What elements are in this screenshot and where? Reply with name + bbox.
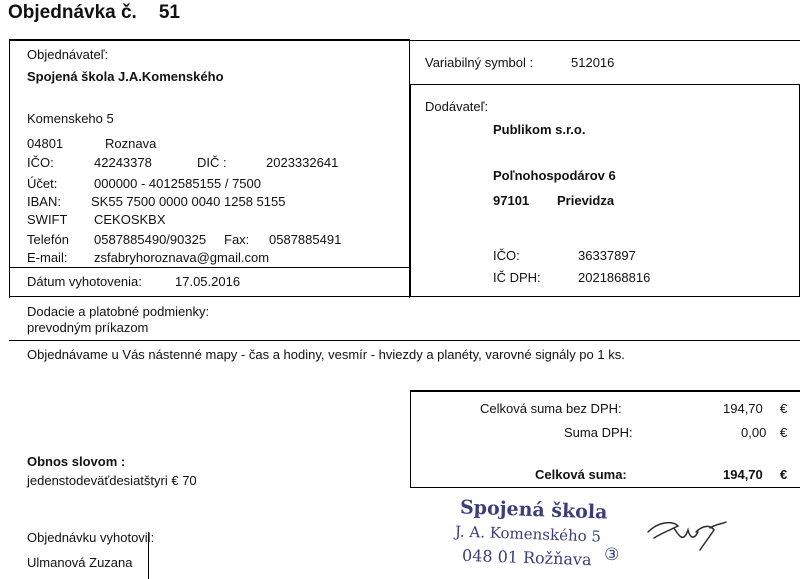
totals-left	[410, 390, 411, 488]
buyer-email: zsfabryhoroznava@gmail.com	[94, 250, 270, 265]
vat-currency: €	[780, 425, 788, 440]
datum-top	[9, 267, 409, 268]
supplier-icdph: 2021868816	[578, 270, 651, 285]
buyer-fax: 0587885491	[269, 232, 342, 247]
title-label: Objednávka č.	[8, 2, 137, 23]
buyer-ico: 42243378	[94, 155, 152, 170]
buyer-email-label: E-mail:	[27, 250, 68, 265]
buyer-dic: 2023332641	[266, 155, 339, 170]
supplier-street: Poľnohospodárov 6	[493, 168, 616, 183]
signature-image	[640, 512, 730, 552]
total-currency: €	[780, 467, 788, 482]
supplier-name: Publikom s.r.o.	[493, 122, 586, 137]
order-number: 51	[158, 2, 180, 23]
supplier-bottom	[409, 296, 800, 297]
supplier-left	[409, 85, 411, 297]
supplier-icdph-label: IČ DPH:	[493, 270, 541, 285]
datum-bottom	[9, 296, 409, 297]
buyer-iban: SK55 7500 0000 0040 1258 5155	[91, 194, 286, 209]
buyer-dic-label: DIČ :	[197, 155, 227, 170]
words-value: jedenstodeväťdesiatštyri € 70	[27, 473, 197, 488]
issued-label: Objednávku vyhotovil:	[27, 530, 155, 545]
buyer-phone: 0587885490/90325	[94, 232, 207, 247]
buyer-phone-label: Telefón	[27, 232, 69, 247]
datum-value: 17.05.2016	[175, 274, 241, 289]
words-label: Obnos slovom :	[27, 454, 126, 469]
terms-label: Dodacie a platobné podmienky:	[27, 304, 210, 319]
buyer-ucet-label: Účet:	[27, 176, 58, 191]
document-title	[8, 2, 180, 24]
terms-value: prevodným príkazom	[27, 320, 149, 335]
buyer-swift: CEKOSKBX	[94, 212, 166, 227]
buyer-street: Komenskeho 5	[27, 111, 114, 126]
buyer-zip: 04801	[27, 136, 64, 151]
supplier-ico: 36337897	[578, 248, 636, 263]
frame-top-left	[9, 39, 409, 41]
varsym-bottom	[409, 84, 800, 85]
buyer-name: Spojená škola J.A.Komenského	[27, 69, 224, 84]
supplier-city: Prievidza	[557, 193, 615, 208]
net-label: Celková suma bez DPH:	[480, 401, 622, 416]
totals-top	[410, 390, 800, 392]
terms-bottom	[9, 340, 800, 341]
stamp-line-2: J. A. Komenského 5	[454, 522, 602, 546]
buyer-ico-label: IČO:	[27, 155, 54, 170]
varsym-value: 512016	[571, 55, 615, 70]
stamp-line-3: 048 01 Rožňava	[461, 545, 592, 570]
supplier-ico-label: IČO:	[493, 248, 520, 263]
vat-label: Suma DPH:	[564, 425, 633, 440]
net-currency: €	[780, 401, 788, 416]
stamp-mark: ③	[603, 544, 620, 566]
supplier-zip: 97101	[493, 193, 530, 208]
frame-left-upper	[9, 39, 10, 298]
buyer-city: Roznava	[105, 136, 157, 151]
buyer-fax-label: Fax:	[224, 232, 250, 247]
frame-top-right	[409, 40, 800, 41]
datum-label: Dátum vyhotovenia:	[27, 274, 142, 289]
varsym-label: Variabilný symbol :	[425, 55, 534, 70]
stamp-line-1: Spojená škola	[459, 496, 608, 524]
issued-value: Ulmanová Zuzana	[27, 555, 133, 570]
buyer-ucet: 000000 - 4012585155 / 7500	[94, 176, 261, 191]
vat-value: 0,00	[741, 425, 767, 440]
buyer-label: Objednávateľ:	[27, 47, 109, 62]
order-text: Objednávame u Vás nástenné mapy - čas a hodiny, vesmír - hviezdy a planéty, varovné signály po 1 ks.	[27, 347, 625, 362]
total-label: Celková suma:	[535, 467, 627, 482]
total-value: 194,70	[723, 467, 763, 482]
supplier-label: Dodávateľ:	[425, 99, 489, 114]
buyer-iban-label: IBAN:	[27, 194, 61, 209]
buyer-swift-label: SWIFT	[27, 212, 68, 227]
net-value: 194,70	[723, 401, 763, 416]
totals-bottom	[410, 487, 800, 488]
